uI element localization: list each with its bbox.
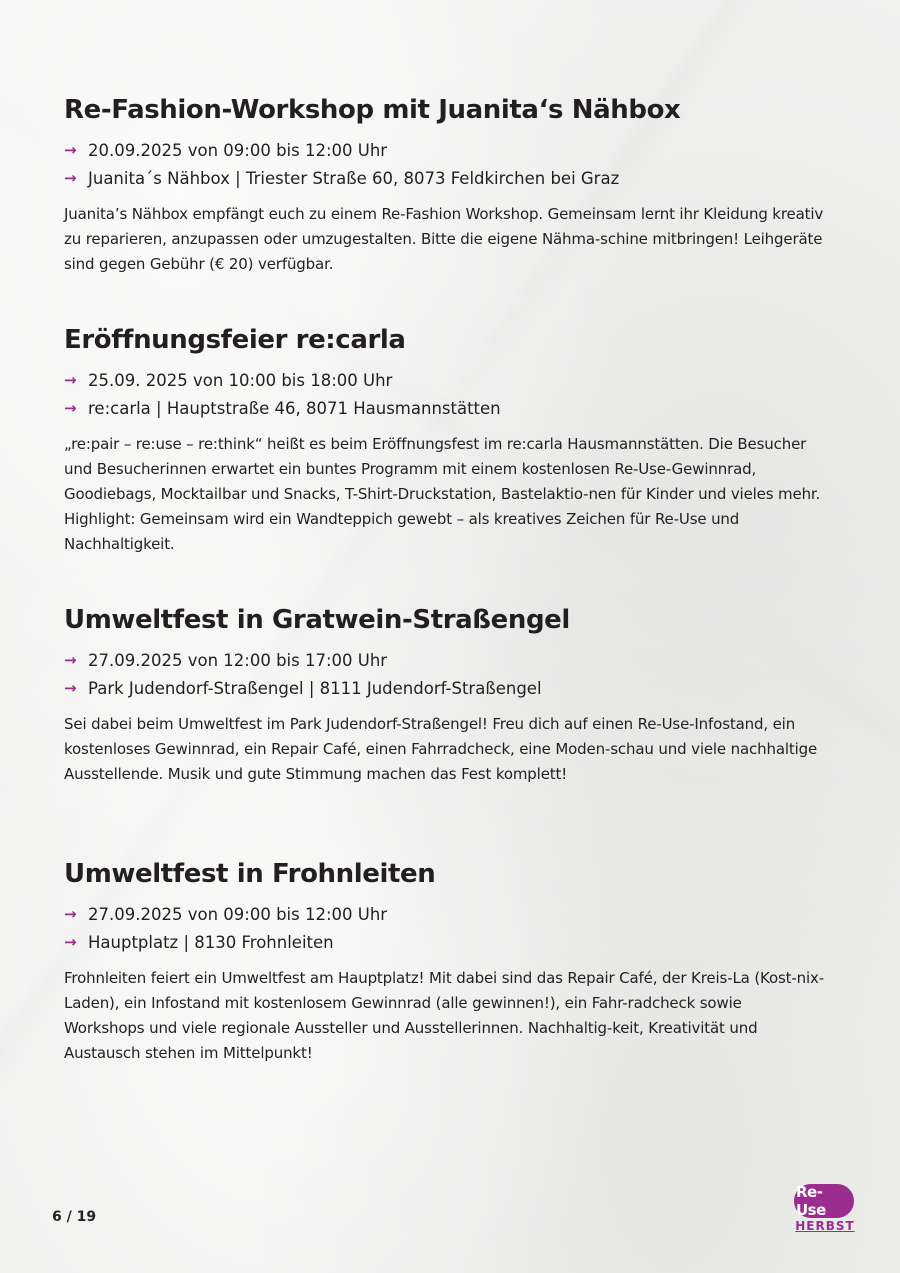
event-title: Eröffnungsfeier re:carla — [64, 325, 406, 355]
event-date-row — [64, 366, 824, 394]
event-description: Juanita’s Nähbox empfängt euch zu einem Re-Fashion Workshop. Gemeinsam lernt ihr Kleidung kreativ zu reparieren, anzupassen oder umzugestalten. Bitte die eigene Nähma-schine mitbringen! Leihgeräte sind gegen Gebühr (€ 20) verfügbar. — [64, 205, 824, 273]
event-location-row — [64, 928, 824, 956]
page-number: 6 / 19 — [52, 1209, 97, 1225]
event-location: Hauptplatz | 8130 Frohnleiten — [88, 932, 334, 952]
event-date: 25.09. 2025 von 10:00 bis 18:00 Uhr — [88, 370, 393, 390]
event-location: re:carla | Hauptstraße 46, 8071 Hausmannstätten — [88, 398, 501, 418]
arrow-right-icon: → — [64, 169, 77, 187]
event-umweltfest-frohnleiten — [64, 858, 824, 1066]
arrow-right-icon: → — [64, 141, 77, 159]
logo-badge: Re-Use — [794, 1184, 854, 1218]
event-eroeffnungsfeier-recarla — [64, 324, 824, 557]
event-date: 20.09.2025 von 09:00 bis 12:00 Uhr — [88, 140, 388, 160]
event-location: Juanita´s Nähbox | Triester Straße 60, 8073 Feldkirchen bei Graz — [88, 168, 620, 188]
arrow-right-icon: → — [64, 679, 77, 697]
event-location-row — [64, 674, 824, 702]
event-location: Park Judendorf-Straßengel | 8111 Judendorf-Straßengel — [88, 678, 542, 698]
event-date-row — [64, 136, 824, 164]
arrow-right-icon: → — [64, 651, 77, 669]
re-use-herbst-logo — [786, 1184, 864, 1242]
event-title: Re-Fashion-Workshop mit Juanita‘s Nähbox — [64, 95, 681, 125]
event-date-row — [64, 900, 824, 928]
event-title: Umweltfest in Frohnleiten — [64, 859, 436, 889]
arrow-right-icon: → — [64, 905, 77, 923]
event-description: Sei dabei beim Umweltfest im Park Judendorf-Straßengel! Freu dich auf einen Re-Use-Infostand, ein kostenloses Gewinnrad, ein Repair Café, einen Fahrradcheck, eine Moden-schau und viele nachhaltige Ausstellende. Musik und gute Stimmung machen das Fest komplett! — [64, 715, 818, 783]
event-date: 27.09.2025 von 12:00 bis 17:00 Uhr — [88, 650, 388, 670]
arrow-right-icon: → — [64, 933, 77, 951]
arrow-right-icon: → — [64, 399, 77, 417]
event-description: „re:pair – re:use – re:think“ heißt es beim Eröffnungsfest im re:carla Hausmannstätten. Die Besucher und Besucherinnen erwartet ein buntes Programm mit einem kostenlosen Re-Use-Gewinnrad, Goodiebags, Mocktailbar und Snacks, T-Shirt-Druckstation, Bastelaktio-nen für Kinder und vieles mehr. Highlight: Gemeinsam wird ein Wandteppich gewebt – als kreatives Zeichen für Re-Use und Nachhaltigkeit. — [64, 435, 821, 553]
event-re-fashion-workshop — [64, 94, 824, 277]
arrow-right-icon: → — [64, 371, 77, 389]
event-date-row — [64, 646, 824, 674]
logo-subtitle: HERBST — [795, 1219, 855, 1233]
event-date: 27.09.2025 von 09:00 bis 12:00 Uhr — [88, 904, 388, 924]
event-location-row — [64, 394, 824, 422]
event-umweltfest-gratwein — [64, 604, 824, 787]
event-location-row — [64, 164, 824, 192]
event-title: Umweltfest in Gratwein-Straßengel — [64, 605, 570, 635]
event-description: Frohnleiten feiert ein Umweltfest am Hauptplatz! Mit dabei sind das Repair Café, der Kreis-La (Kost-nix-Laden), ein Infostand mit kostenlosem Gewinnrad (alle gewinnen!), ein Fahr-radcheck sowie Workshops und viele regionale Aussteller und Ausstellerinnen. Nachhaltig-keit, Kreativität und Austausch stehen im Mittelpunkt! — [64, 969, 825, 1062]
